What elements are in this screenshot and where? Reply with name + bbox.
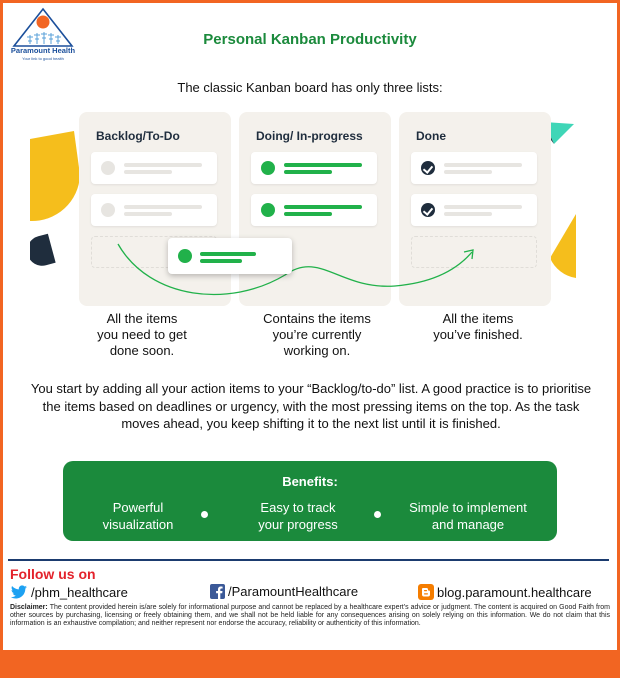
benefit-line: visualization xyxy=(102,517,174,532)
facebook-icon xyxy=(210,584,225,599)
bullet-dot xyxy=(201,511,208,518)
caption-done xyxy=(398,311,558,343)
moving-card xyxy=(168,238,292,274)
caption-line: you need to get xyxy=(97,327,187,342)
list-title: Backlog/To-Do xyxy=(96,129,180,143)
caption-line: done soon. xyxy=(109,343,175,358)
blog-url: blog.paramount.healthcare xyxy=(437,584,592,600)
benefit-line: Easy to track xyxy=(260,500,336,515)
caption-backlog xyxy=(62,311,222,359)
benefits-title: Benefits: xyxy=(282,474,338,489)
benefit-item xyxy=(393,499,543,533)
caption-line: you’ve finished. xyxy=(433,327,523,342)
benefit-line: your progress xyxy=(258,517,338,532)
caption-doing xyxy=(237,311,397,359)
footer-divider xyxy=(8,559,609,561)
list-title: Done xyxy=(416,129,446,143)
body-text: You start by adding all your action items to your “Backlog/to-do” list. A good practice is to prioritise the items based on deadlines or urgency, with the most pressing items on the top. As the task moves ahead, you keep shifting it to the next list until it is finished. xyxy=(30,381,592,431)
card-dot xyxy=(178,249,192,263)
benefit-line: and manage xyxy=(431,517,505,532)
blog-link[interactable] xyxy=(418,584,592,600)
disclaimer-text: The content provided herein is/are solely for informational purpose and cannot be replaced by a healthcare expert's advice or judgment. The content is acquired on Good Faith from other sources by purchasing, licensing or freely obtaining them, and we shall not be held liable for any consequences arising on solely relying on this information. We do not claim that this information is an exhaustive compilation; and neither represent nor endorse the accuracy, reliability or authenticity of this information. xyxy=(10,604,610,628)
benefits-panel xyxy=(63,461,557,541)
twitter-link[interactable] xyxy=(10,584,128,600)
benefit-line: Simple to implement xyxy=(409,500,527,515)
facebook-link[interactable] xyxy=(210,584,358,599)
disclaimer-label: Disclaimer: xyxy=(10,604,48,611)
card-line xyxy=(200,252,256,256)
card-line xyxy=(200,259,242,263)
benefit-line: Powerful xyxy=(112,500,164,515)
facebook-handle: /ParamountHealthcare xyxy=(228,584,359,599)
twitter-icon xyxy=(10,584,28,600)
twitter-handle: /phm_healthcare xyxy=(31,584,128,600)
benefit-item xyxy=(223,499,373,533)
benefit-item xyxy=(63,499,213,533)
logo-name: Paramount Health xyxy=(10,46,76,55)
list-title: Doing/ In-progress xyxy=(256,129,363,143)
caption-line: Contains the items xyxy=(263,311,371,326)
intro-text: The classic Kanban board has only three lists: xyxy=(177,80,443,95)
page-title: Personal Kanban Productivity xyxy=(203,31,417,48)
disclaimer xyxy=(10,604,610,629)
logo-tagline: Your link to good health xyxy=(22,56,64,61)
blogger-icon xyxy=(418,584,434,600)
follow-label: Follow us on xyxy=(10,566,96,582)
caption-line: All the items xyxy=(442,311,514,326)
caption-line: All the items xyxy=(106,311,178,326)
caption-line: working on. xyxy=(283,343,351,358)
bullet-dot xyxy=(374,511,381,518)
caption-line: you’re currently xyxy=(272,327,362,342)
